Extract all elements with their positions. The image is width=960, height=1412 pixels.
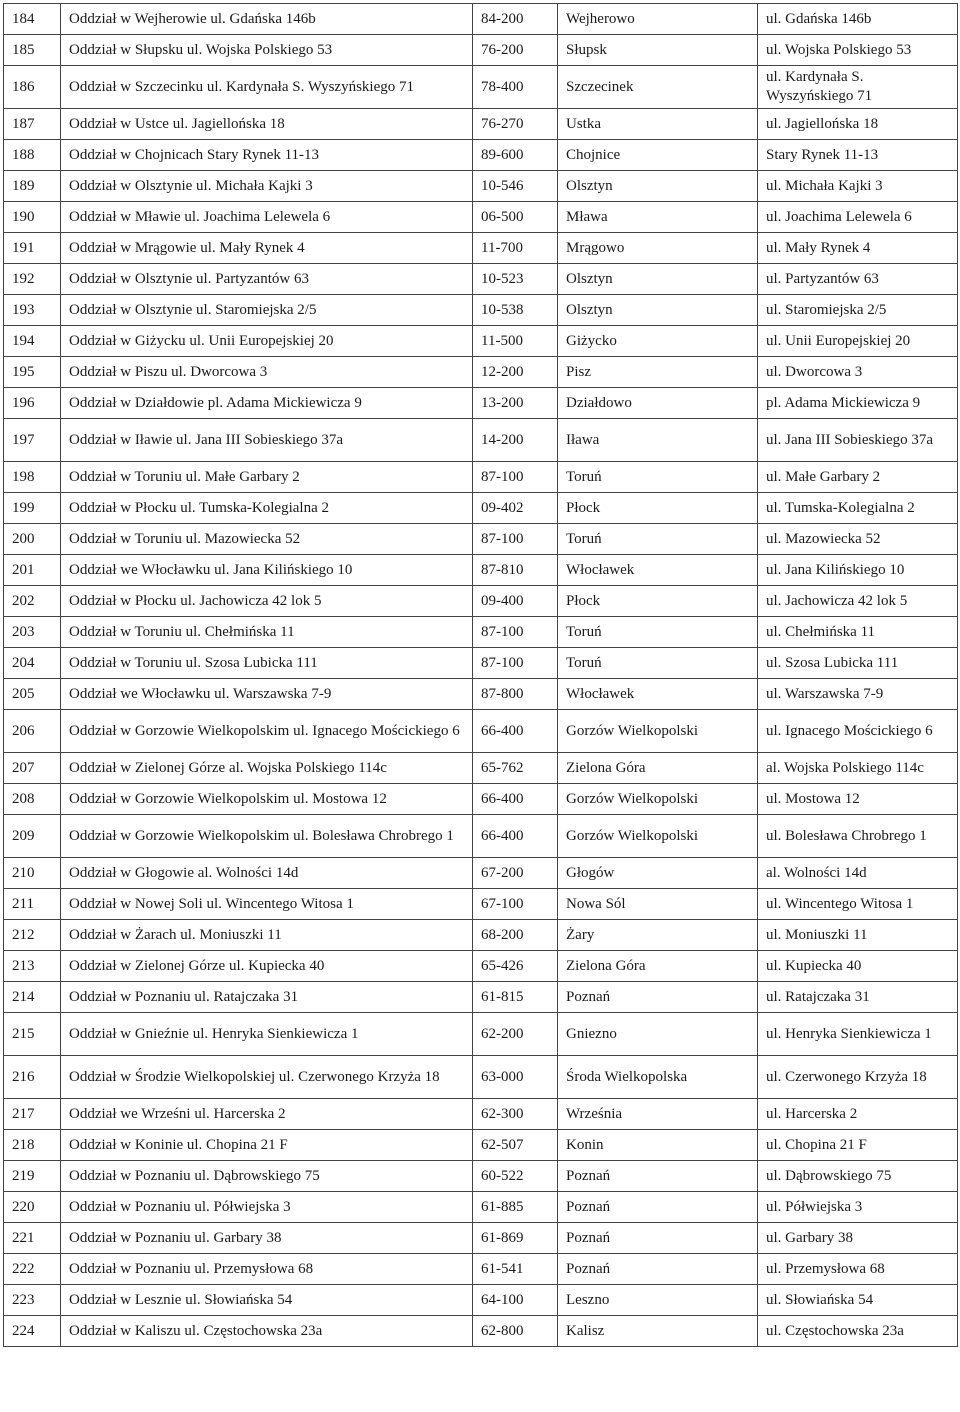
- postal-code-cell: 61-869: [473, 1223, 558, 1254]
- city-cell: Olsztyn: [558, 171, 758, 202]
- postal-code-cell: 62-300: [473, 1099, 558, 1130]
- branch-name-cell: Oddział w Gorzowie Wielkopolskim ul. Mostowa 12: [61, 784, 473, 815]
- row-number-cell: 204: [4, 648, 61, 679]
- postal-code-cell: 60-522: [473, 1161, 558, 1192]
- postal-code-cell: 62-800: [473, 1316, 558, 1347]
- street-address-cell: ul. Joachima Lelewela 6: [758, 202, 958, 233]
- city-cell: Mława: [558, 202, 758, 233]
- street-address-cell: ul. Jagiellońska 18: [758, 109, 958, 140]
- street-address-cell: al. Wolności 14d: [758, 858, 958, 889]
- row-number-cell: 184: [4, 4, 61, 35]
- row-number-cell: 201: [4, 555, 61, 586]
- branch-table: [3, 3, 958, 1347]
- city-cell: Kalisz: [558, 1316, 758, 1347]
- street-address-cell: ul. Wojska Polskiego 53: [758, 35, 958, 66]
- row-number-cell: 224: [4, 1316, 61, 1347]
- row-number-cell: 223: [4, 1285, 61, 1316]
- postal-code-cell: 87-100: [473, 524, 558, 555]
- table-row: [4, 1285, 958, 1316]
- row-number-cell: 221: [4, 1223, 61, 1254]
- table-row: [4, 66, 958, 109]
- table-row: [4, 679, 958, 710]
- city-cell: Poznań: [558, 1192, 758, 1223]
- branch-name-cell: Oddział w Toruniu ul. Szosa Lubicka 111: [61, 648, 473, 679]
- table-row: [4, 815, 958, 858]
- postal-code-cell: 68-200: [473, 920, 558, 951]
- branch-name-cell: Oddział we Włocławku ul. Jana Kilińskiego 10: [61, 555, 473, 586]
- branch-name-cell: Oddział w Mławie ul. Joachima Lelewela 6: [61, 202, 473, 233]
- city-cell: Środa Wielkopolska: [558, 1056, 758, 1099]
- postal-code-cell: 67-100: [473, 889, 558, 920]
- city-cell: Płock: [558, 493, 758, 524]
- city-cell: Ustka: [558, 109, 758, 140]
- branch-name-cell: Oddział w Środzie Wielkopolskiej ul. Czerwonego Krzyża 18: [61, 1056, 473, 1099]
- branch-name-cell: Oddział w Gorzowie Wielkopolskim ul. Bolesława Chrobrego 1: [61, 815, 473, 858]
- branch-name-cell: Oddział w Chojnicach Stary Rynek 11-13: [61, 140, 473, 171]
- table-row: [4, 753, 958, 784]
- branch-name-cell: Oddział w Poznaniu ul. Dąbrowskiego 75: [61, 1161, 473, 1192]
- row-number-cell: 211: [4, 889, 61, 920]
- table-row: [4, 1254, 958, 1285]
- city-cell: Poznań: [558, 1254, 758, 1285]
- row-number-cell: 220: [4, 1192, 61, 1223]
- row-number-cell: 189: [4, 171, 61, 202]
- city-cell: Zielona Góra: [558, 951, 758, 982]
- branch-name-cell: Oddział w Koninie ul. Chopina 21 F: [61, 1130, 473, 1161]
- street-address-cell: ul. Garbary 38: [758, 1223, 958, 1254]
- row-number-cell: 203: [4, 617, 61, 648]
- postal-code-cell: 13-200: [473, 388, 558, 419]
- street-address-cell: ul. Jachowicza 42 lok 5: [758, 586, 958, 617]
- branch-name-cell: Oddział w Słupsku ul. Wojska Polskiego 53: [61, 35, 473, 66]
- branch-name-cell: Oddział we Włocławku ul. Warszawska 7-9: [61, 679, 473, 710]
- branch-table-body: [4, 4, 958, 1347]
- row-number-cell: 191: [4, 233, 61, 264]
- postal-code-cell: 84-200: [473, 4, 558, 35]
- table-row: [4, 1099, 958, 1130]
- table-row: [4, 462, 958, 493]
- table-row: [4, 648, 958, 679]
- street-address-cell: ul. Michała Kajki 3: [758, 171, 958, 202]
- city-cell: Olsztyn: [558, 295, 758, 326]
- table-row: [4, 140, 958, 171]
- table-row: [4, 889, 958, 920]
- postal-code-cell: 87-800: [473, 679, 558, 710]
- table-row: [4, 1013, 958, 1056]
- row-number-cell: 214: [4, 982, 61, 1013]
- street-address-cell: ul. Staromiejska 2/5: [758, 295, 958, 326]
- branch-name-cell: Oddział w Poznaniu ul. Półwiejska 3: [61, 1192, 473, 1223]
- city-cell: Płock: [558, 586, 758, 617]
- city-cell: Gorzów Wielkopolski: [558, 710, 758, 753]
- table-row: [4, 858, 958, 889]
- branch-name-cell: Oddział w Mrągowie ul. Mały Rynek 4: [61, 233, 473, 264]
- branch-name-cell: Oddział w Piszu ul. Dworcowa 3: [61, 357, 473, 388]
- branch-name-cell: Oddział w Poznaniu ul. Przemysłowa 68: [61, 1254, 473, 1285]
- postal-code-cell: 09-402: [473, 493, 558, 524]
- street-address-cell: ul. Unii Europejskiej 20: [758, 326, 958, 357]
- row-number-cell: 198: [4, 462, 61, 493]
- postal-code-cell: 61-541: [473, 1254, 558, 1285]
- postal-code-cell: 65-426: [473, 951, 558, 982]
- postal-code-cell: 14-200: [473, 419, 558, 462]
- city-cell: Leszno: [558, 1285, 758, 1316]
- branch-name-cell: Oddział w Działdowie pl. Adama Mickiewicza 9: [61, 388, 473, 419]
- table-row: [4, 710, 958, 753]
- street-address-cell: ul. Ignacego Mościckiego 6: [758, 710, 958, 753]
- city-cell: Gniezno: [558, 1013, 758, 1056]
- branch-name-cell: Oddział w Olsztynie ul. Partyzantów 63: [61, 264, 473, 295]
- row-number-cell: 200: [4, 524, 61, 555]
- city-cell: Toruń: [558, 617, 758, 648]
- postal-code-cell: 87-100: [473, 462, 558, 493]
- city-cell: Chojnice: [558, 140, 758, 171]
- table-row: [4, 920, 958, 951]
- row-number-cell: 208: [4, 784, 61, 815]
- postal-code-cell: 67-200: [473, 858, 558, 889]
- table-row: [4, 171, 958, 202]
- street-address-cell: ul. Kardynała S. Wyszyńskiego 71: [758, 66, 958, 109]
- table-row: [4, 419, 958, 462]
- street-address-cell: ul. Tumska-Kolegialna 2: [758, 493, 958, 524]
- street-address-cell: ul. Dąbrowskiego 75: [758, 1161, 958, 1192]
- street-address-cell: ul. Słowiańska 54: [758, 1285, 958, 1316]
- city-cell: Iława: [558, 419, 758, 462]
- table-row: [4, 357, 958, 388]
- table-row: [4, 784, 958, 815]
- street-address-cell: al. Wojska Polskiego 114c: [758, 753, 958, 784]
- table-row: [4, 202, 958, 233]
- row-number-cell: 192: [4, 264, 61, 295]
- postal-code-cell: 10-523: [473, 264, 558, 295]
- city-cell: Szczecinek: [558, 66, 758, 109]
- street-address-cell: ul. Wincentego Witosa 1: [758, 889, 958, 920]
- row-number-cell: 222: [4, 1254, 61, 1285]
- row-number-cell: 217: [4, 1099, 61, 1130]
- branch-name-cell: Oddział w Głogowie al. Wolności 14d: [61, 858, 473, 889]
- city-cell: Słupsk: [558, 35, 758, 66]
- branch-name-cell: Oddział w Ustce ul. Jagiellońska 18: [61, 109, 473, 140]
- postal-code-cell: 10-538: [473, 295, 558, 326]
- table-row: [4, 388, 958, 419]
- city-cell: Mrągowo: [558, 233, 758, 264]
- city-cell: Poznań: [558, 982, 758, 1013]
- branch-name-cell: Oddział w Giżycku ul. Unii Europejskiej 20: [61, 326, 473, 357]
- row-number-cell: 219: [4, 1161, 61, 1192]
- row-number-cell: 190: [4, 202, 61, 233]
- street-address-cell: ul. Henryka Sienkiewicza 1: [758, 1013, 958, 1056]
- city-cell: Toruń: [558, 462, 758, 493]
- postal-code-cell: 62-200: [473, 1013, 558, 1056]
- table-row: [4, 326, 958, 357]
- postal-code-cell: 09-400: [473, 586, 558, 617]
- row-number-cell: 205: [4, 679, 61, 710]
- postal-code-cell: 11-700: [473, 233, 558, 264]
- street-address-cell: ul. Ratajczaka 31: [758, 982, 958, 1013]
- branch-name-cell: Oddział w Toruniu ul. Mazowiecka 52: [61, 524, 473, 555]
- city-cell: Września: [558, 1099, 758, 1130]
- table-row: [4, 4, 958, 35]
- table-row: [4, 524, 958, 555]
- postal-code-cell: 89-600: [473, 140, 558, 171]
- table-row: [4, 35, 958, 66]
- branch-name-cell: Oddział w Lesznie ul. Słowiańska 54: [61, 1285, 473, 1316]
- branch-name-cell: Oddział w Zielonej Górze al. Wojska Polskiego 114c: [61, 753, 473, 784]
- street-address-cell: ul. Bolesława Chrobrego 1: [758, 815, 958, 858]
- row-number-cell: 209: [4, 815, 61, 858]
- branch-name-cell: Oddział w Kaliszu ul. Częstochowska 23a: [61, 1316, 473, 1347]
- row-number-cell: 210: [4, 858, 61, 889]
- postal-code-cell: 76-200: [473, 35, 558, 66]
- street-address-cell: ul. Małe Garbary 2: [758, 462, 958, 493]
- row-number-cell: 212: [4, 920, 61, 951]
- row-number-cell: 215: [4, 1013, 61, 1056]
- postal-code-cell: 61-885: [473, 1192, 558, 1223]
- city-cell: Głogów: [558, 858, 758, 889]
- street-address-cell: ul. Mostowa 12: [758, 784, 958, 815]
- table-row: [4, 109, 958, 140]
- postal-code-cell: 11-500: [473, 326, 558, 357]
- row-number-cell: 197: [4, 419, 61, 462]
- table-row: [4, 493, 958, 524]
- postal-code-cell: 87-100: [473, 648, 558, 679]
- row-number-cell: 193: [4, 295, 61, 326]
- branch-name-cell: Oddział w Toruniu ul. Małe Garbary 2: [61, 462, 473, 493]
- postal-code-cell: 65-762: [473, 753, 558, 784]
- city-cell: Wejherowo: [558, 4, 758, 35]
- city-cell: Gorzów Wielkopolski: [558, 815, 758, 858]
- branch-name-cell: Oddział w Płocku ul. Tumska-Kolegialna 2: [61, 493, 473, 524]
- postal-code-cell: 87-100: [473, 617, 558, 648]
- branch-name-cell: Oddział w Olsztynie ul. Michała Kajki 3: [61, 171, 473, 202]
- city-cell: Nowa Sól: [558, 889, 758, 920]
- branch-name-cell: Oddział w Olsztynie ul. Staromiejska 2/5: [61, 295, 473, 326]
- branch-name-cell: Oddział w Wejherowie ul. Gdańska 146b: [61, 4, 473, 35]
- street-address-cell: ul. Harcerska 2: [758, 1099, 958, 1130]
- street-address-cell: ul. Półwiejska 3: [758, 1192, 958, 1223]
- row-number-cell: 199: [4, 493, 61, 524]
- street-address-cell: ul. Warszawska 7-9: [758, 679, 958, 710]
- street-address-cell: ul. Kupiecka 40: [758, 951, 958, 982]
- street-address-cell: ul. Czerwonego Krzyża 18: [758, 1056, 958, 1099]
- row-number-cell: 185: [4, 35, 61, 66]
- street-address-cell: ul. Dworcowa 3: [758, 357, 958, 388]
- postal-code-cell: 66-400: [473, 815, 558, 858]
- branch-name-cell: Oddział w Nowej Soli ul. Wincentego Witosa 1: [61, 889, 473, 920]
- branch-name-cell: Oddział w Poznaniu ul. Ratajczaka 31: [61, 982, 473, 1013]
- street-address-cell: pl. Adama Mickiewicza 9: [758, 388, 958, 419]
- branch-name-cell: Oddział w Żarach ul. Moniuszki 11: [61, 920, 473, 951]
- street-address-cell: ul. Moniuszki 11: [758, 920, 958, 951]
- city-cell: Olsztyn: [558, 264, 758, 295]
- table-row: [4, 951, 958, 982]
- postal-code-cell: 63-000: [473, 1056, 558, 1099]
- branch-name-cell: Oddział we Wrześni ul. Harcerska 2: [61, 1099, 473, 1130]
- postal-code-cell: 87-810: [473, 555, 558, 586]
- branch-name-cell: Oddział w Szczecinku ul. Kardynała S. Wyszyńskiego 71: [61, 66, 473, 109]
- table-row: [4, 1316, 958, 1347]
- row-number-cell: 195: [4, 357, 61, 388]
- table-row: [4, 233, 958, 264]
- city-cell: Toruń: [558, 524, 758, 555]
- table-row: [4, 295, 958, 326]
- street-address-cell: ul. Jana III Sobieskiego 37a: [758, 419, 958, 462]
- street-address-cell: Stary Rynek 11-13: [758, 140, 958, 171]
- postal-code-cell: 06-500: [473, 202, 558, 233]
- row-number-cell: 216: [4, 1056, 61, 1099]
- branch-name-cell: Oddział w Toruniu ul. Chełmińska 11: [61, 617, 473, 648]
- street-address-cell: ul. Chełmińska 11: [758, 617, 958, 648]
- postal-code-cell: 66-400: [473, 784, 558, 815]
- table-row: [4, 555, 958, 586]
- row-number-cell: 188: [4, 140, 61, 171]
- table-row: [4, 617, 958, 648]
- table-row: [4, 1161, 958, 1192]
- table-row: [4, 1223, 958, 1254]
- street-address-cell: ul. Mały Rynek 4: [758, 233, 958, 264]
- branch-name-cell: Oddział w Iławie ul. Jana III Sobieskiego 37a: [61, 419, 473, 462]
- postal-code-cell: 64-100: [473, 1285, 558, 1316]
- city-cell: Konin: [558, 1130, 758, 1161]
- postal-code-cell: 66-400: [473, 710, 558, 753]
- row-number-cell: 206: [4, 710, 61, 753]
- branch-name-cell: Oddział w Gorzowie Wielkopolskim ul. Ignacego Mościckiego 6: [61, 710, 473, 753]
- street-address-cell: ul. Chopina 21 F: [758, 1130, 958, 1161]
- city-cell: Toruń: [558, 648, 758, 679]
- city-cell: Zielona Góra: [558, 753, 758, 784]
- city-cell: Działdowo: [558, 388, 758, 419]
- branch-name-cell: Oddział w Poznaniu ul. Garbary 38: [61, 1223, 473, 1254]
- postal-code-cell: 76-270: [473, 109, 558, 140]
- row-number-cell: 186: [4, 66, 61, 109]
- row-number-cell: 202: [4, 586, 61, 617]
- table-row: [4, 1056, 958, 1099]
- row-number-cell: 187: [4, 109, 61, 140]
- table-row: [4, 982, 958, 1013]
- row-number-cell: 196: [4, 388, 61, 419]
- row-number-cell: 207: [4, 753, 61, 784]
- table-row: [4, 264, 958, 295]
- branch-name-cell: Oddział w Gnieźnie ul. Henryka Sienkiewicza 1: [61, 1013, 473, 1056]
- city-cell: Włocławek: [558, 679, 758, 710]
- postal-code-cell: 78-400: [473, 66, 558, 109]
- branch-name-cell: Oddział w Zielonej Górze ul. Kupiecka 40: [61, 951, 473, 982]
- table-row: [4, 1130, 958, 1161]
- postal-code-cell: 61-815: [473, 982, 558, 1013]
- street-address-cell: ul. Jana Kilińskiego 10: [758, 555, 958, 586]
- street-address-cell: ul. Szosa Lubicka 111: [758, 648, 958, 679]
- city-cell: Giżycko: [558, 326, 758, 357]
- street-address-cell: ul. Częstochowska 23a: [758, 1316, 958, 1347]
- row-number-cell: 194: [4, 326, 61, 357]
- street-address-cell: ul. Gdańska 146b: [758, 4, 958, 35]
- table-row: [4, 1192, 958, 1223]
- city-cell: Żary: [558, 920, 758, 951]
- street-address-cell: ul. Partyzantów 63: [758, 264, 958, 295]
- street-address-cell: ul. Mazowiecka 52: [758, 524, 958, 555]
- row-number-cell: 213: [4, 951, 61, 982]
- city-cell: Poznań: [558, 1161, 758, 1192]
- postal-code-cell: 62-507: [473, 1130, 558, 1161]
- postal-code-cell: 12-200: [473, 357, 558, 388]
- street-address-cell: ul. Przemysłowa 68: [758, 1254, 958, 1285]
- city-cell: Pisz: [558, 357, 758, 388]
- row-number-cell: 218: [4, 1130, 61, 1161]
- table-row: [4, 586, 958, 617]
- city-cell: Poznań: [558, 1223, 758, 1254]
- branch-name-cell: Oddział w Płocku ul. Jachowicza 42 lok 5: [61, 586, 473, 617]
- city-cell: Gorzów Wielkopolski: [558, 784, 758, 815]
- city-cell: Włocławek: [558, 555, 758, 586]
- postal-code-cell: 10-546: [473, 171, 558, 202]
